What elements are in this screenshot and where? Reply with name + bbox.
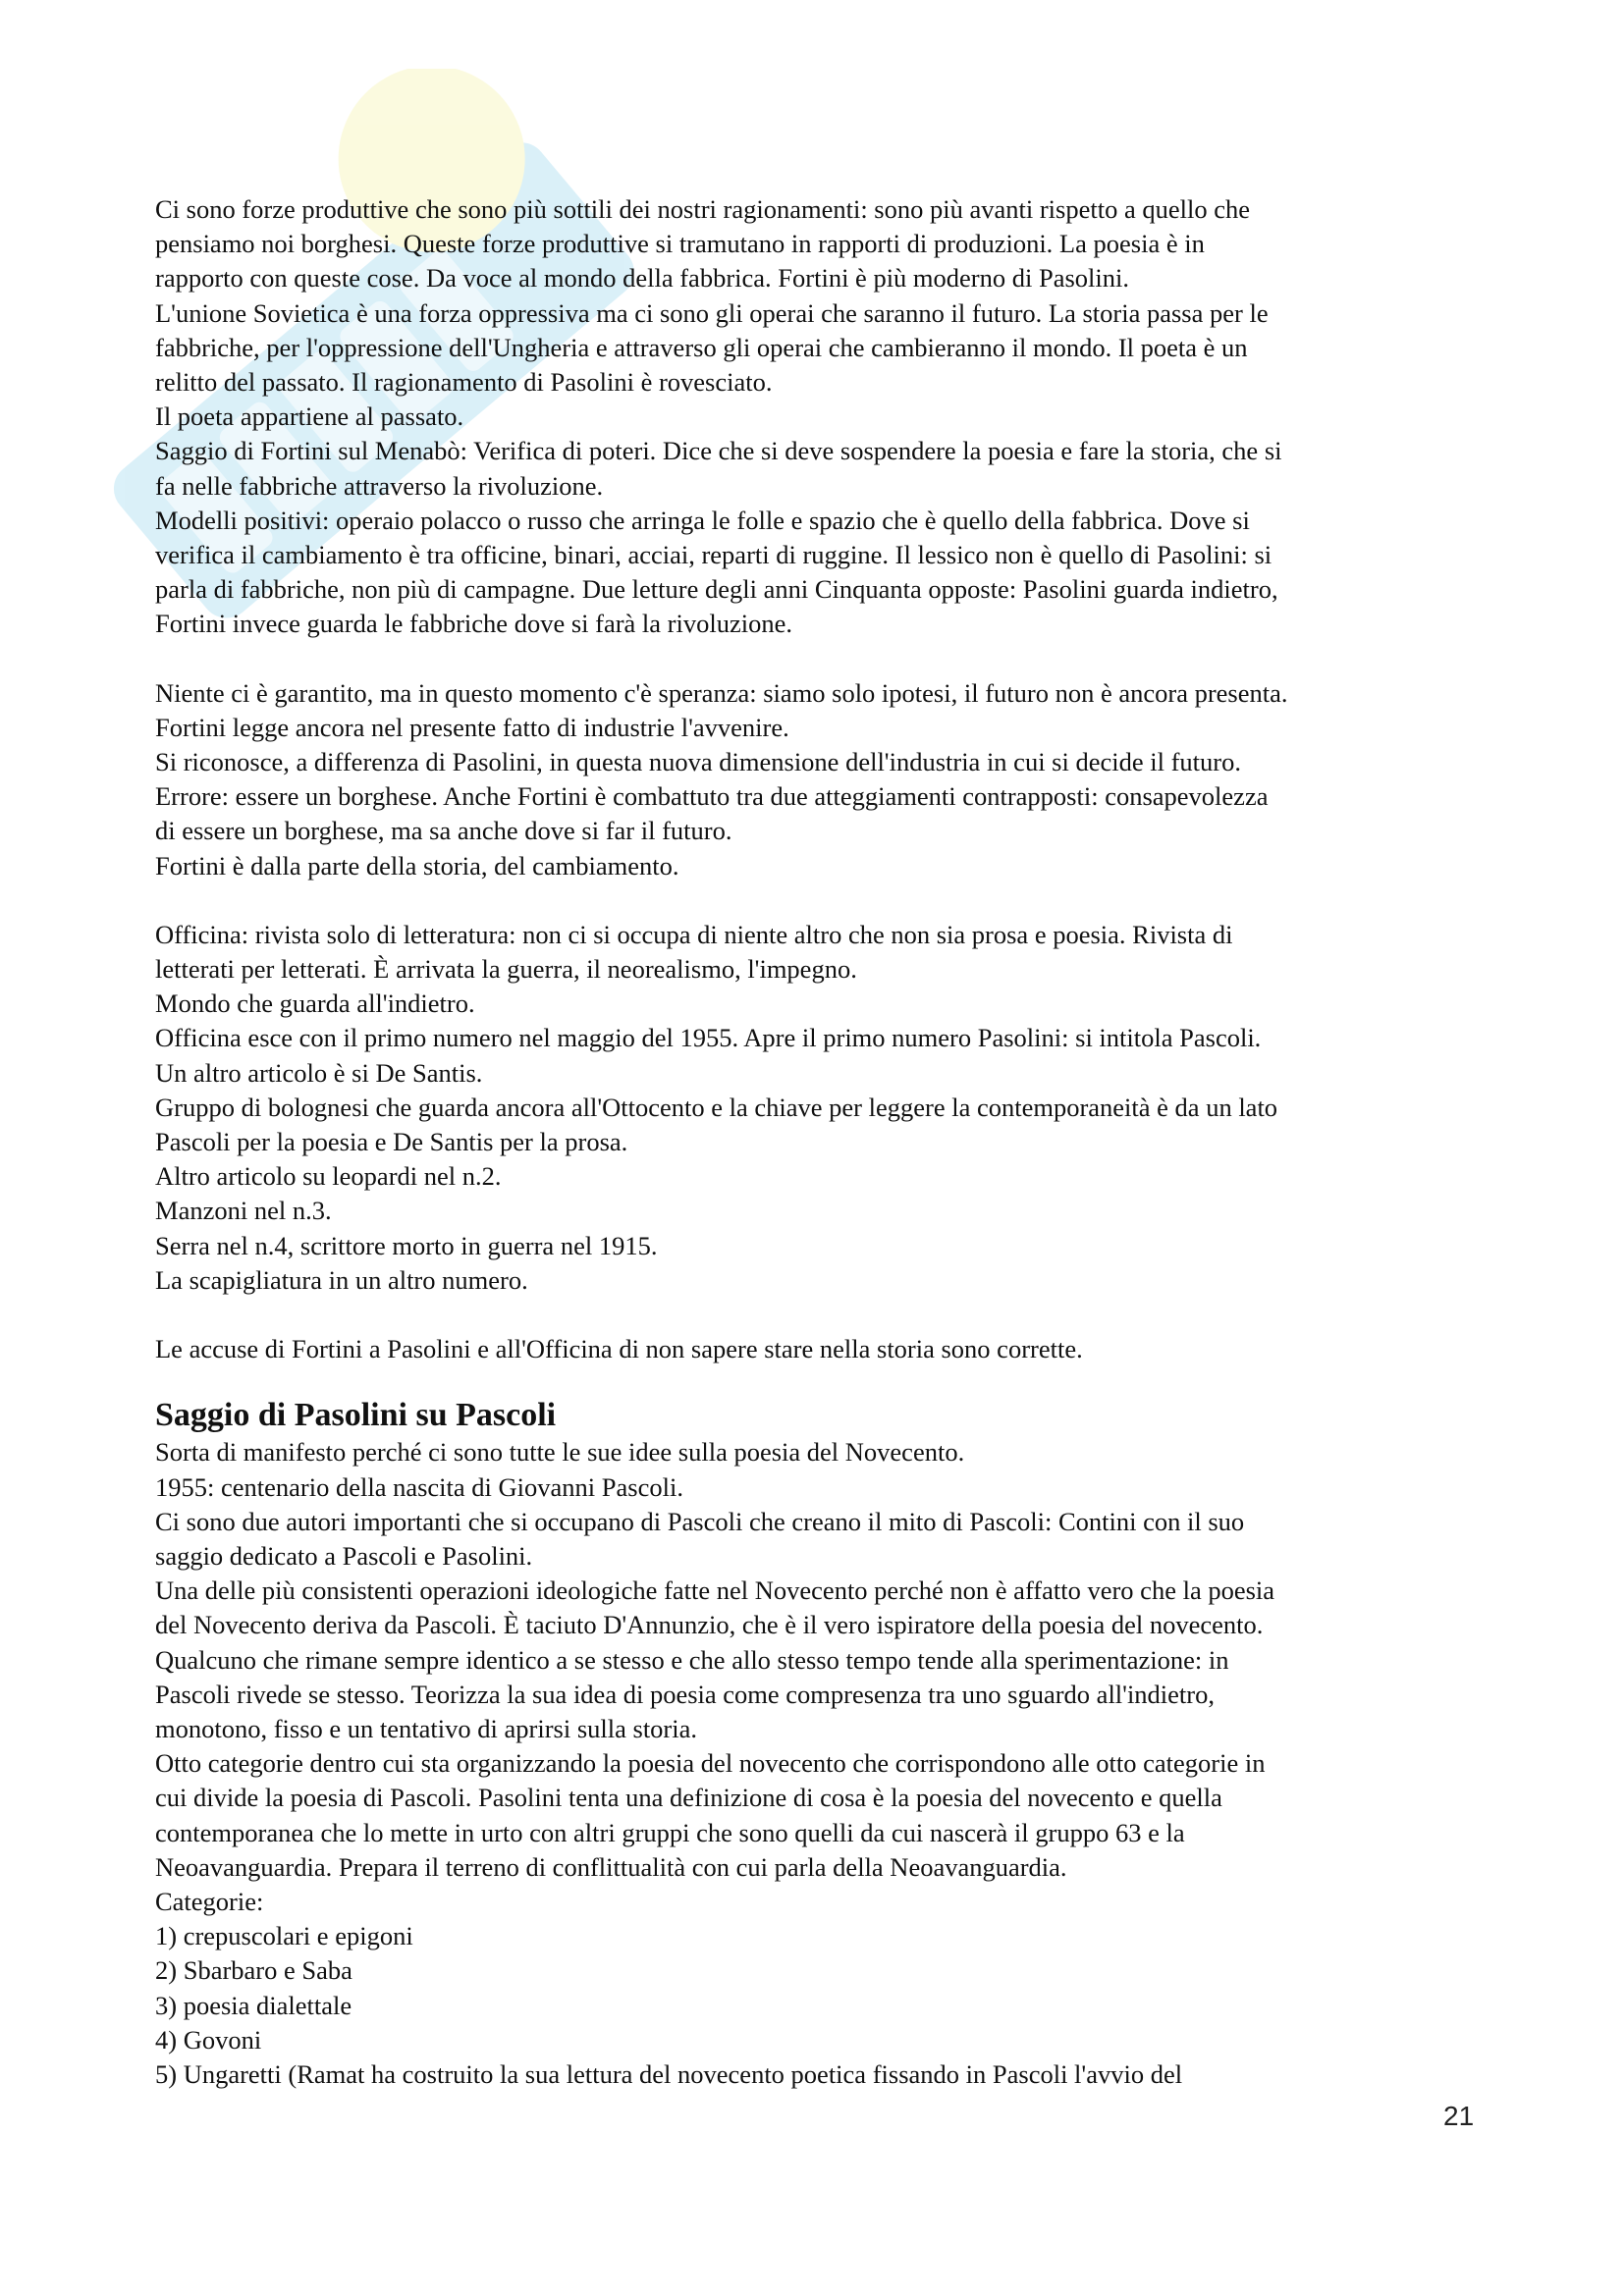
text-line: Una delle più consistenti operazioni ideologiche fatte nel Novecento perché non è affatto vero che la poesia xyxy=(155,1575,1275,1606)
text-line: pensiamo noi borghesi. Queste forze produttive si tramutano in rapporti di produzioni. La poesia è in xyxy=(155,229,1205,259)
text-line: Manzoni nel n.3. xyxy=(155,1196,332,1226)
text-line: Un altro articolo è si De Santis. xyxy=(155,1057,483,1088)
document-page xyxy=(155,192,1490,2092)
paragraph-block xyxy=(155,192,1490,642)
text-line: verifica il cambiamento è tra officine, binari, acciai, reparti di ruggine. Il lessico non è quello di Pasolini: si xyxy=(155,540,1272,570)
text-line: L'unione Sovietica è una forza oppressiva ma ci sono gli operai che saranno il futuro. La storia passa per le xyxy=(155,297,1269,328)
text-line: Si riconosce, a differenza di Pasolini, in questa nuova dimensione dell'industria in cui si decide il futuro. xyxy=(155,747,1241,777)
page-number: 21 xyxy=(1443,2101,1475,2131)
text-line: 1) crepuscolari e epigoni xyxy=(155,1921,413,1951)
text-line: Saggio di Fortini sul Menabò: Verifica di poteri. Dice che si deve sospendere la poesia e fare la storia, che si xyxy=(155,436,1282,466)
text-line: del Novecento deriva da Pascoli. È taciuto D'Annunzio, che è il vero ispiratore della poesia del novecento. xyxy=(155,1610,1264,1640)
text-line: Fortini è dalla parte della storia, del cambiamento. xyxy=(155,850,679,881)
text-line: 1955: centenario della nascita di Giovanni Pascoli. xyxy=(155,1471,683,1502)
text-line: Gruppo di bolognesi che guarda ancora all'Ottocento e la chiave per leggere la contemporaneità è da un lato xyxy=(155,1092,1278,1122)
text-line: monotono, fisso e un tentativo di aprirsi sulla storia. xyxy=(155,1713,698,1743)
text-line: di essere un borghese, ma sa anche dove si far il futuro. xyxy=(155,816,732,846)
paragraph-block xyxy=(155,918,1490,1298)
paragraph-gap xyxy=(155,1298,1490,1332)
text-line: Il poeta appartiene al passato. xyxy=(155,401,464,432)
paragraph-block xyxy=(155,676,1490,883)
text-line: Niente ci è garantito, ma in questo momento c'è speranza: siamo solo ipotesi, il futuro non è ancora presenta. xyxy=(155,677,1288,708)
text-line: Serra nel n.4, scrittore morto in guerra nel 1915. xyxy=(155,1230,658,1260)
text-line: Errore: essere un borghese. Anche Fortini è combattuto tra due atteggiamenti contrapposti: consapevolezza xyxy=(155,781,1269,812)
text-line: La scapigliatura in un altro numero. xyxy=(155,1264,528,1295)
text-line: Le accuse di Fortini a Pasolini e all'Officina di non sapere stare nella storia sono corrette. xyxy=(155,1334,1083,1364)
text-line: letterati per letterati. È arrivata la guerra, il neorealismo, l'impegno. xyxy=(155,954,857,985)
text-line: Pascoli rivede se stesso. Teorizza la sua idea di poesia come compresenza tra uno sguardo all'indietro, xyxy=(155,1679,1215,1709)
text-line: Ci sono forze produttive che sono più sottili dei nostri ragionamenti: sono più avanti rispetto a quello che xyxy=(155,194,1250,224)
text-line: saggio dedicato a Pascoli e Pasolini. xyxy=(155,1540,533,1571)
text-line: Officina: rivista solo di letteratura: non ci si occupa di niente altro che non sia prosa e poesia. Rivista di xyxy=(155,919,1233,949)
paragraph-gap xyxy=(155,883,1490,918)
text-line: Otto categorie dentro cui sta organizzando la poesia del novecento che corrispondono alle otto categorie in xyxy=(155,1748,1266,1779)
paragraph-block xyxy=(155,1332,1490,1366)
text-line: Ci sono due autori importanti che si occupano di Pascoli che creano il mito di Pascoli: Contini con il suo xyxy=(155,1506,1245,1536)
text-line: Sorta di manifesto perché ci sono tutte le sue idee sulla poesia del Novecento. xyxy=(155,1437,965,1468)
text-line: relitto del passato. Il ragionamento di Pasolini è rovesciato. xyxy=(155,367,773,398)
section-heading: Saggio di Pasolini su Pascoli xyxy=(155,1397,557,1434)
text-line: Officina esce con il primo numero nel maggio del 1955. Apre il primo numero Pasolini: si intitola Pascoli. xyxy=(155,1023,1262,1053)
text-line: 3) poesia dialettale xyxy=(155,1990,352,2020)
text-line: 5) Ungaretti (Ramat ha costruito la sua lettura del novecento poetica fissando in Pascoli l'avvio del xyxy=(155,2058,1183,2089)
text-line: Fortini legge ancora nel presente fatto di industrie l'avvenire. xyxy=(155,712,789,742)
text-line: Modelli positivi: operaio polacco o russo che arringa le folle e spazio che è quello della fabbrica. Dove si xyxy=(155,505,1250,535)
text-line: Neoavanguardia. Prepara il terreno di conflittualità con cui parla della Neoavanguardia. xyxy=(155,1851,1067,1882)
text-line: 2) Sbarbaro e Saba xyxy=(155,1955,352,1986)
text-line: contemporanea che lo mette in urto con altri gruppi che sono quelli da cui nascerà il gruppo 63 e la xyxy=(155,1817,1185,1847)
text-line: Categorie: xyxy=(155,1886,264,1916)
text-line: Fortini invece guarda le fabbriche dove si farà la rivoluzione. xyxy=(155,609,792,639)
paragraph-block xyxy=(155,1435,1490,2092)
text-line: fa nelle fabbriche attraverso la rivoluzione. xyxy=(155,470,604,501)
text-line: Altro articolo su leopardi nel n.2. xyxy=(155,1161,502,1192)
text-line: rapporto con queste cose. Da voce al mondo della fabbrica. Fortini è più moderno di Pasolini. xyxy=(155,263,1130,294)
text-line: Qualcuno che rimane sempre identico a se stesso e che allo stesso tempo tende alla sperimentazione: in xyxy=(155,1644,1229,1675)
text-line: Mondo che guarda all'indietro. xyxy=(155,988,475,1019)
text-line: parla di fabbriche, non più di campagne. Due letture degli anni Cinquanta opposte: Pasolini guarda indietro, xyxy=(155,574,1278,605)
text-line: cui divide la poesia di Pascoli. Pasolini tenta una definizione di cosa è la poesia del novecento e quella xyxy=(155,1783,1222,1813)
paragraph-gap xyxy=(155,642,1490,676)
text-line: fabbriche, per l'oppressione dell'Ungheria e attraverso gli operai che cambieranno il mondo. Il poeta è un xyxy=(155,332,1248,362)
text-line: Pascoli per la poesia e De Santis per la prosa. xyxy=(155,1127,628,1157)
text-line: 4) Govoni xyxy=(155,2024,262,2055)
